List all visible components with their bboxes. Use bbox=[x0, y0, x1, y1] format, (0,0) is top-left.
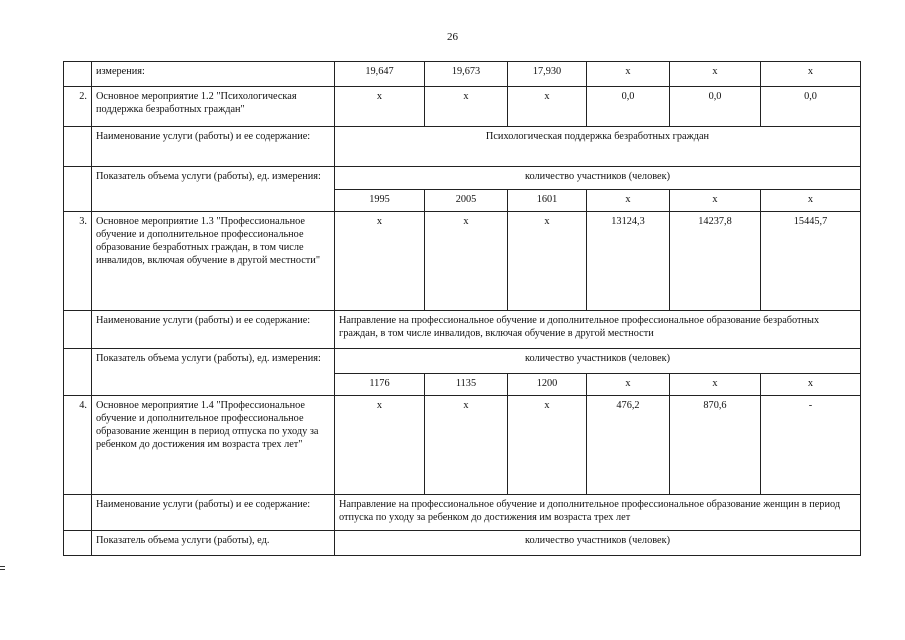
row-number: 4. bbox=[64, 396, 92, 495]
service-content: Направление на профессиональное обучение и дополнительное профессиональное образование безработных граждан, в том числе инвалидов, включая обучение в другой местности bbox=[335, 311, 861, 349]
table-row bbox=[64, 531, 861, 556]
value-cell: 870,6 bbox=[670, 396, 761, 495]
unit-label: количество участников (человек) bbox=[335, 167, 861, 190]
value-cell: 1601 bbox=[508, 190, 587, 212]
row-number-cell bbox=[64, 349, 92, 396]
value-cell: х bbox=[670, 62, 761, 87]
value-cell: х bbox=[425, 212, 508, 311]
row-number-cell bbox=[64, 127, 92, 167]
value-cell: 14237,8 bbox=[670, 212, 761, 311]
value-cell: х bbox=[587, 190, 670, 212]
value-cell: х bbox=[670, 190, 761, 212]
table-row bbox=[64, 167, 861, 190]
row-label: Основное мероприятие 1.2 "Психологическая поддержка безработных граждан" bbox=[92, 87, 335, 127]
value-cell: 19,647 bbox=[335, 62, 425, 87]
page-number: 26 bbox=[447, 31, 458, 43]
row-number-cell bbox=[64, 311, 92, 349]
value-cell: 17,930 bbox=[508, 62, 587, 87]
value-cell: 1200 bbox=[508, 374, 587, 396]
value-cell: х bbox=[761, 62, 861, 87]
program-table bbox=[63, 61, 861, 556]
table-row bbox=[64, 396, 861, 495]
value-cell: х bbox=[670, 374, 761, 396]
value-cell: х bbox=[587, 62, 670, 87]
value-cell: 0,0 bbox=[587, 87, 670, 127]
value-cell: 1176 bbox=[335, 374, 425, 396]
row-label: Основное мероприятие 1.3 "Профессиональное обучение и дополнительное профессиональное образование безработных граждан, в том числе инвалидов, включая обучение в другой местности" bbox=[92, 212, 335, 311]
row-number-cell bbox=[64, 531, 92, 556]
value-cell: х bbox=[587, 374, 670, 396]
value-cell: 1135 bbox=[425, 374, 508, 396]
value-cell: х bbox=[761, 374, 861, 396]
service-content: Направление на профессиональное обучение и дополнительное профессиональное образование женщин в период отпуска по уходу за ребенком до достижения им возраста трех лет bbox=[335, 495, 861, 531]
row-number-cell bbox=[64, 167, 92, 212]
table-row bbox=[64, 495, 861, 531]
table-row bbox=[64, 212, 861, 311]
service-content: Психологическая поддержка безработных граждан bbox=[335, 127, 861, 167]
value-cell: х bbox=[761, 190, 861, 212]
value-cell: 15445,7 bbox=[761, 212, 861, 311]
value-cell: - bbox=[761, 396, 861, 495]
table-row bbox=[64, 62, 861, 87]
row-label: Показатель объема услуги (работы), ед. bbox=[92, 531, 335, 556]
row-label: Наименование услуги (работы) и ее содержание: bbox=[92, 127, 335, 167]
value-cell: х bbox=[335, 396, 425, 495]
scan-edge-mark bbox=[0, 566, 5, 567]
value-cell: 13124,3 bbox=[587, 212, 670, 311]
value-cell: 0,0 bbox=[670, 87, 761, 127]
row-label: измерения: bbox=[92, 62, 335, 87]
value-cell: х bbox=[508, 396, 587, 495]
row-number-cell bbox=[64, 62, 92, 87]
value-cell: х bbox=[425, 396, 508, 495]
value-cell: 1995 bbox=[335, 190, 425, 212]
value-cell: х bbox=[508, 87, 587, 127]
table-row bbox=[64, 87, 861, 127]
row-label: Наименование услуги (работы) и ее содержание: bbox=[92, 311, 335, 349]
unit-label: количество участников (человек) bbox=[335, 531, 861, 556]
row-label: Показатель объема услуги (работы), ед. измерения: bbox=[92, 349, 335, 396]
value-cell: 0,0 bbox=[761, 87, 861, 127]
unit-label: количество участников (человек) bbox=[335, 349, 861, 374]
row-label: Показатель объема услуги (работы), ед. измерения: bbox=[92, 167, 335, 212]
value-cell: х bbox=[425, 87, 508, 127]
value-cell: 476,2 bbox=[587, 396, 670, 495]
table-row bbox=[64, 311, 861, 349]
row-number-cell bbox=[64, 495, 92, 531]
value-cell: 2005 bbox=[425, 190, 508, 212]
scan-edge-mark bbox=[0, 569, 5, 570]
value-cell: 19,673 bbox=[425, 62, 508, 87]
row-label: Наименование услуги (работы) и ее содержание: bbox=[92, 495, 335, 531]
table-row bbox=[64, 349, 861, 374]
value-cell: х bbox=[508, 212, 587, 311]
value-cell: х bbox=[335, 212, 425, 311]
row-label: Основное мероприятие 1.4 "Профессиональное обучение и дополнительное профессиональное образование женщин в период отпуска по уходу за ребенком до достижения им возраста трех лет" bbox=[92, 396, 335, 495]
table-row bbox=[64, 127, 861, 167]
row-number: 2. bbox=[64, 87, 92, 127]
value-cell: х bbox=[335, 87, 425, 127]
row-number: 3. bbox=[64, 212, 92, 311]
